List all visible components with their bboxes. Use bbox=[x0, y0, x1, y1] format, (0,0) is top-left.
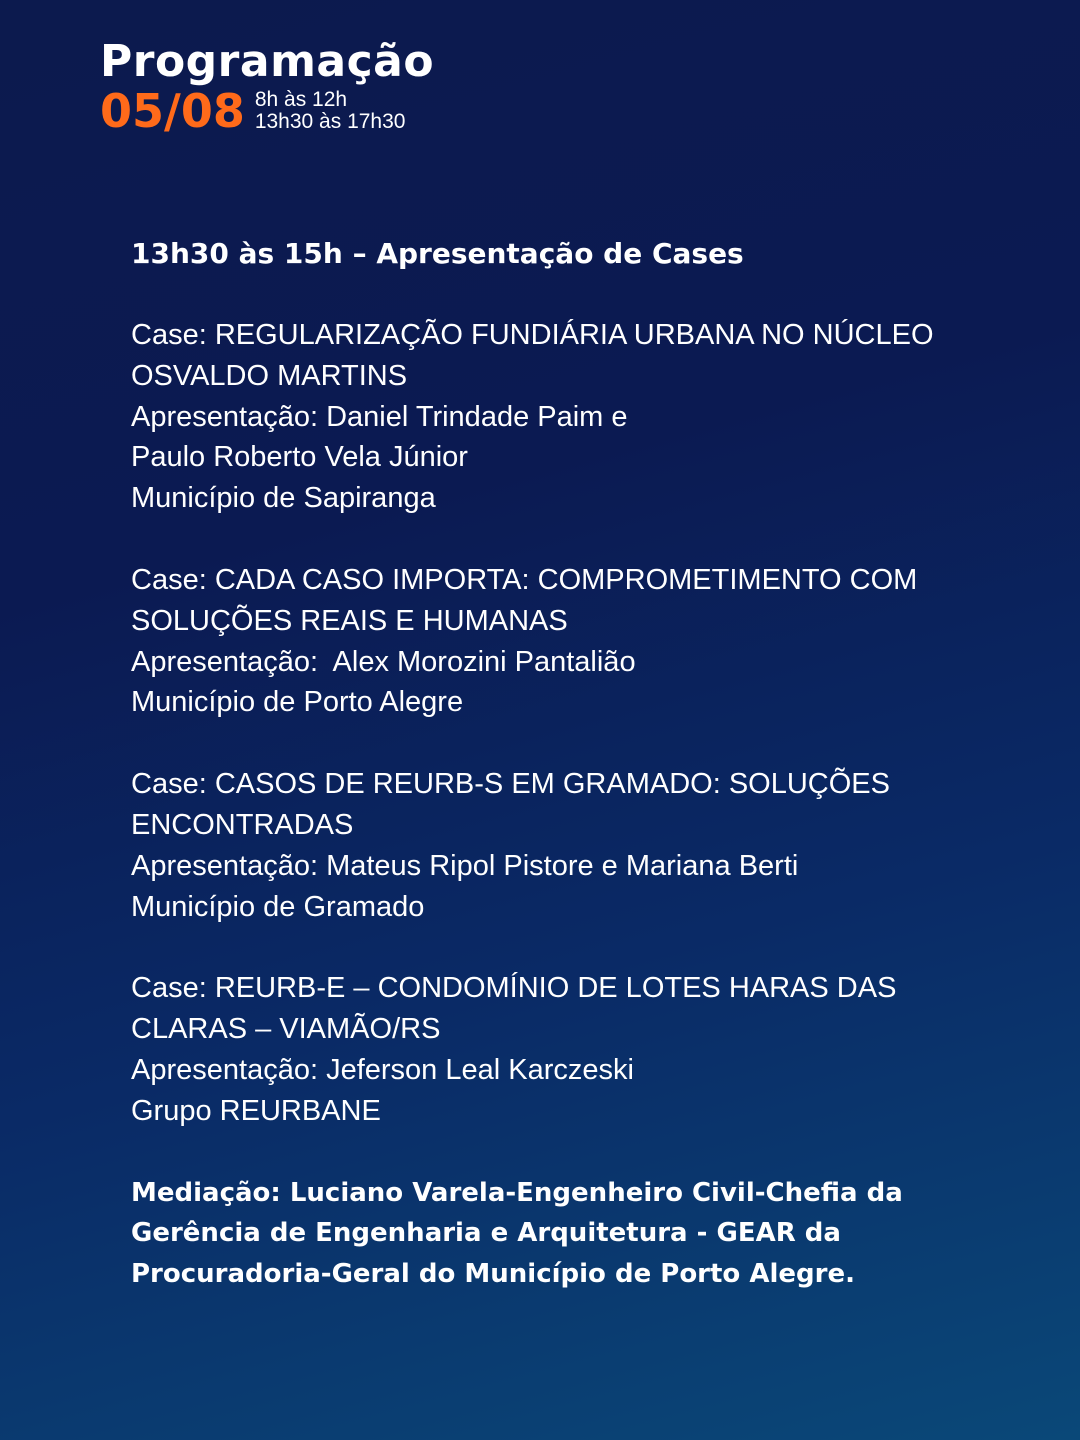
header bbox=[100, 36, 434, 136]
case-item bbox=[131, 764, 1011, 927]
mediation-line: Mediação: Luciano Varela-Engenheiro Civil-Chefia da bbox=[131, 1177, 903, 1208]
page-title: Programação bbox=[100, 36, 435, 87]
case-title-line: SOLUÇÕES REAIS E HUMANAS bbox=[131, 604, 568, 637]
case-title-line: ENCONTRADAS bbox=[131, 808, 354, 841]
case-title-line: OSVALDO MARTINS bbox=[131, 359, 408, 392]
case-title-line: CLARAS – VIAMÃO/RS bbox=[131, 1013, 441, 1046]
case-title-line: Case: REURB-E – CONDOMÍNIO DE LOTES HARAS DAS bbox=[131, 972, 897, 1005]
case-presenter: Apresentação: Alex Morozini Pantalião bbox=[131, 645, 636, 678]
case-item bbox=[131, 968, 1011, 1131]
case-item bbox=[131, 560, 1011, 723]
case-presenter: Apresentação: Mateus Ripol Pistore e Mariana Berti bbox=[131, 849, 799, 882]
date-row bbox=[100, 86, 434, 136]
case-presenter: Apresentação: Jeferson Leal Karczeski bbox=[131, 1053, 634, 1086]
case-title-line: Case: REGULARIZAÇÃO FUNDIÁRIA URBANA NO NÚCLEO bbox=[131, 319, 934, 351]
case-item bbox=[131, 315, 1011, 519]
case-organization: Município de Porto Alegre bbox=[131, 686, 464, 719]
time-afternoon: 13h30 às 17h30 bbox=[254, 110, 406, 133]
case-presenter: Paulo Roberto Vela Júnior bbox=[131, 441, 468, 474]
schedule-content bbox=[131, 234, 1011, 1295]
section-title: 13h30 às 15h – Apresentação de Cases bbox=[131, 237, 744, 270]
case-organization: Município de Gramado bbox=[131, 890, 425, 923]
event-times bbox=[255, 89, 406, 133]
case-title-line: Case: CASOS DE REURB-S EM GRAMADO: SOLUÇÕES bbox=[131, 768, 890, 801]
mediation-line: Gerência de Engenharia e Arquitetura - GEAR da bbox=[131, 1218, 841, 1249]
mediation-text bbox=[131, 1173, 1011, 1295]
event-date: 05/08 bbox=[100, 84, 245, 138]
mediation-line: Procuradoria-Geral do Município de Porto Alegre. bbox=[131, 1259, 855, 1290]
case-title-line: Case: CADA CASO IMPORTA: COMPROMETIMENTO COM bbox=[131, 563, 918, 596]
case-organization: Município de Sapiranga bbox=[131, 482, 436, 515]
time-morning: 8h às 12h bbox=[254, 88, 348, 111]
case-organization: Grupo REURBANE bbox=[131, 1094, 381, 1127]
case-presenter: Apresentação: Daniel Trindade Paim e bbox=[131, 400, 628, 433]
